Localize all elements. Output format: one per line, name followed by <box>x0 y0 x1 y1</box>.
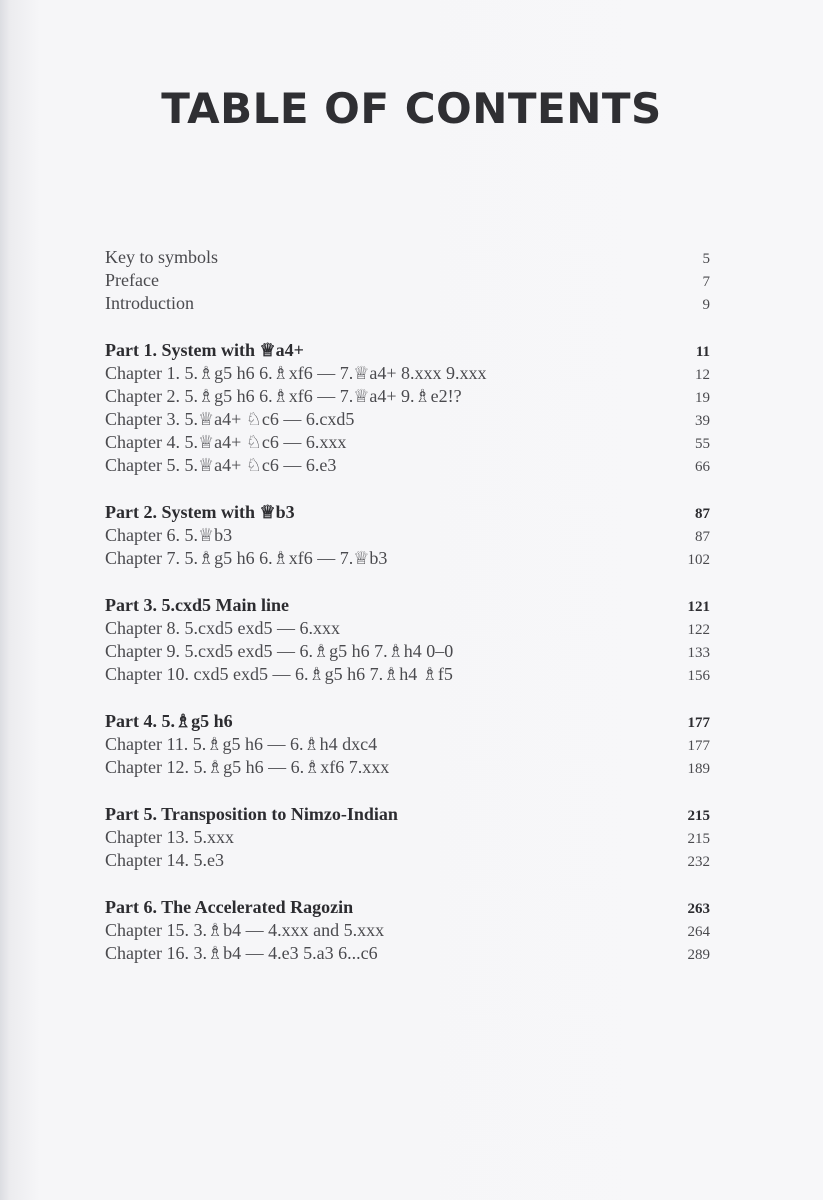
toc-chapter-entry[interactable] <box>105 431 710 454</box>
entry-label: Key to symbols <box>105 247 219 267</box>
chapter-label: Chapter 8. 5.cxd5 exd5 — 6.xxx <box>105 618 340 638</box>
toc-part-heading[interactable] <box>105 803 710 826</box>
chapter-label: Chapter 7. 5.♗g5 h6 6.♗xf6 — 7.♕b3 <box>105 548 388 568</box>
entry-page: 7 <box>702 274 710 290</box>
part-label: Part 3. 5.cxd5 Main line <box>105 595 289 615</box>
section-gap <box>105 315 710 339</box>
toc-chapter-entry[interactable] <box>105 408 710 431</box>
chapter-page: 156 <box>687 668 710 684</box>
chapter-label: Chapter 16. 3.♗b4 — 4.e3 5.a3 6...c6 <box>105 943 378 963</box>
toc-chapter-entry[interactable] <box>105 640 710 663</box>
toc-chapter-entry[interactable] <box>105 454 710 477</box>
chapter-page: 289 <box>687 947 710 963</box>
chapter-label: Chapter 1. 5.♗g5 h6 6.♗xf6 — 7.♕a4+ 8.xxx 9.xxx <box>105 363 487 383</box>
chapter-label: Chapter 13. 5.xxx <box>105 827 234 847</box>
chapter-page: 39 <box>695 413 710 429</box>
toc-chapter-entry[interactable] <box>105 733 710 756</box>
part-label: Part 1. System with ♕a4+ <box>105 340 304 360</box>
chapter-page: 177 <box>687 738 710 754</box>
part-page: 121 <box>687 599 710 615</box>
chapter-page: 102 <box>687 552 710 568</box>
section-gap <box>105 779 710 803</box>
part-page: 11 <box>695 344 710 360</box>
chapter-label: Chapter 10. cxd5 exd5 — 6.♗g5 h6 7.♗h4 ♗f5 <box>105 664 453 684</box>
chapter-page: 264 <box>687 924 710 940</box>
toc-chapter-entry[interactable] <box>105 942 710 965</box>
part-page: 87 <box>695 506 710 522</box>
part-label: Part 6. The Accelerated Ragozin <box>105 897 354 917</box>
part-label: Part 2. System with ♕b3 <box>105 502 295 522</box>
toc-chapter-entry[interactable] <box>105 919 710 942</box>
toc-list <box>105 246 710 965</box>
part-label: Part 5. Transposition to Nimzo-Indian <box>105 804 398 824</box>
toc-chapter-entry[interactable] <box>105 362 710 385</box>
chapter-label: Chapter 2. 5.♗g5 h6 6.♗xf6 — 7.♕a4+ 9.♗e2!? <box>105 386 462 406</box>
chapter-page: 122 <box>687 622 710 638</box>
chapter-page: 232 <box>687 854 710 870</box>
section-gap <box>105 872 710 896</box>
section-gap <box>105 686 710 710</box>
chapter-page: 133 <box>687 645 710 661</box>
chapter-label: Chapter 9. 5.cxd5 exd5 — 6.♗g5 h6 7.♗h4 0–0 <box>105 641 454 661</box>
chapter-label: Chapter 15. 3.♗b4 — 4.xxx and 5.xxx <box>105 920 385 940</box>
part-page: 177 <box>687 715 710 731</box>
entry-page: 9 <box>702 297 710 313</box>
toc-part-heading[interactable] <box>105 339 710 362</box>
chapter-label: Chapter 5. 5.♕a4+ ♘c6 — 6.e3 <box>105 455 337 475</box>
toc-part-heading[interactable] <box>105 594 710 617</box>
chapter-label: Chapter 3. 5.♕a4+ ♘c6 — 6.cxd5 <box>105 409 355 429</box>
toc-part-heading[interactable] <box>105 896 710 919</box>
toc-chapter-entry[interactable] <box>105 547 710 570</box>
part-page: 215 <box>687 808 710 824</box>
entry-page: 5 <box>702 251 710 267</box>
toc-chapter-entry[interactable] <box>105 663 710 686</box>
section-gap <box>105 477 710 501</box>
toc-chapter-entry[interactable] <box>105 524 710 547</box>
part-label: Part 4. 5.♗g5 h6 <box>105 711 233 731</box>
chapter-page: 189 <box>687 761 710 777</box>
entry-label: Preface <box>105 270 159 290</box>
toc-entry-front[interactable] <box>105 292 710 315</box>
toc-chapter-entry[interactable] <box>105 826 710 849</box>
toc-chapter-entry[interactable] <box>105 849 710 872</box>
chapter-page: 12 <box>695 367 710 383</box>
part-page: 263 <box>687 901 710 917</box>
chapter-label: Chapter 4. 5.♕a4+ ♘c6 — 6.xxx <box>105 432 347 452</box>
toc-part-heading[interactable] <box>105 710 710 733</box>
chapter-page: 19 <box>695 390 710 406</box>
entry-label: Introduction <box>105 293 194 313</box>
chapter-page: 55 <box>695 436 710 452</box>
chapter-label: Chapter 14. 5.e3 <box>105 850 224 870</box>
toc-entry-front[interactable] <box>105 246 710 269</box>
chapter-label: Chapter 12. 5.♗g5 h6 — 6.♗xf6 7.xxx <box>105 757 390 777</box>
chapter-page: 215 <box>687 831 710 847</box>
toc-entry-front[interactable] <box>105 269 710 292</box>
toc-chapter-entry[interactable] <box>105 617 710 640</box>
section-gap <box>105 570 710 594</box>
toc-chapter-entry[interactable] <box>105 756 710 779</box>
chapter-label: Chapter 6. 5.♕b3 <box>105 525 233 545</box>
chapter-label: Chapter 11. 5.♗g5 h6 — 6.♗h4 dxc4 <box>105 734 378 754</box>
toc-chapter-entry[interactable] <box>105 385 710 408</box>
chapter-page: 87 <box>695 529 710 545</box>
chapter-page: 66 <box>695 459 710 475</box>
page-title: TABLE OF CONTENTS <box>161 84 662 133</box>
toc-part-heading[interactable] <box>105 501 710 524</box>
